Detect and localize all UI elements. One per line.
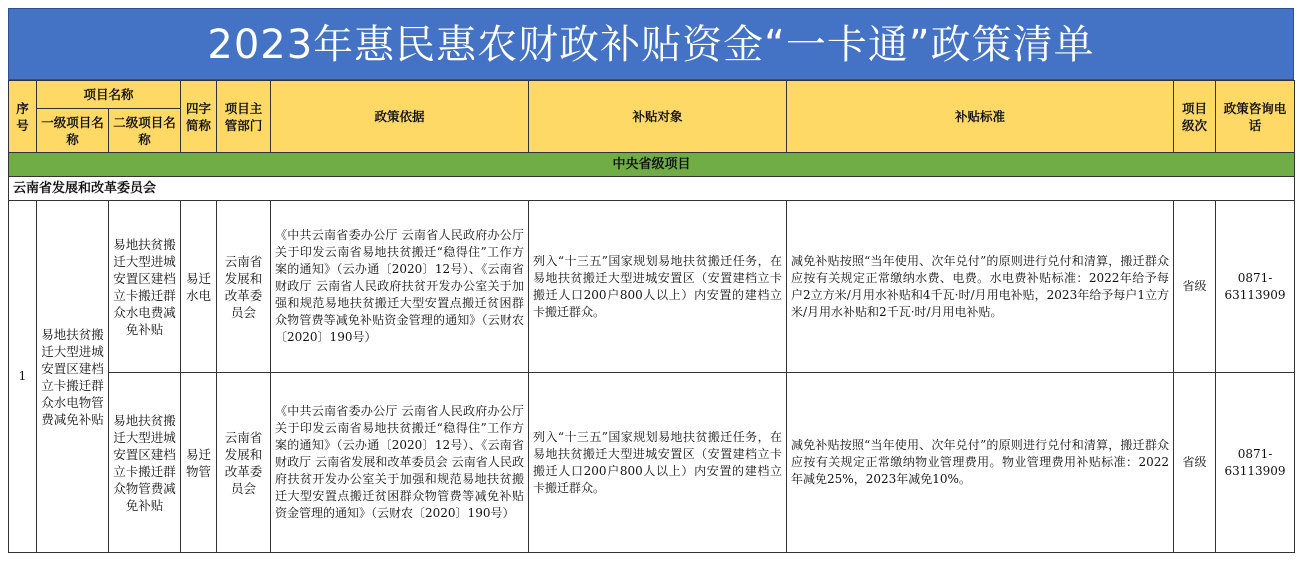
- row-level1-name: 易地扶贫搬迁大型进城安置区建档立卡搬迁群众水电物管费减免补贴: [37, 201, 109, 553]
- header-phone: 政策咨询电话: [1216, 81, 1295, 153]
- header-project-name: 项目名称: [37, 81, 181, 109]
- row-department: 云南省发展和改革委员会: [217, 201, 271, 373]
- header-level: 项目级次: [1174, 81, 1216, 153]
- row-short-name: 易迁水电: [181, 201, 217, 373]
- row-policy-basis: 《中共云南省委办公厅 云南省人民政府办公厅关于印发云南省易地扶贫搬迁“稳得住”工作方案的通知》（云办通〔2020〕12号）、《云南省财政厅 云南省人民政府扶贫开发办公室关于加强和规范易地扶贫搬迁大型安置点搬迁贫困群众物管费等减免补贴资金管理的通知》（云财农〔2020〕190号）: [271, 201, 529, 373]
- table-row: [9, 201, 1295, 373]
- header-short-name: 四字简称: [181, 81, 217, 153]
- header-standard: 补贴标准: [787, 81, 1174, 153]
- row-level: 省级: [1174, 373, 1216, 553]
- section-row: [9, 153, 1295, 177]
- row-level2-name: 易地扶贫搬迁大型进城安置区建档立卡搬迁群众物管费减免补贴: [109, 373, 181, 553]
- table-row: [9, 373, 1295, 553]
- department-group-label: 云南省发展和改革委员会: [9, 177, 1295, 201]
- row-seq: 1: [9, 201, 37, 553]
- policy-table: [8, 80, 1295, 553]
- row-standard: 减免补贴按照“当年使用、次年兑付”的原则进行兑付和清算，搬迁群众应按有关规定正常缴纳水费、电费。水电费补贴标准：2022年给予每户2立方米/月用水补贴和4千瓦·时/月用电补贴，2023年给予每户1立方米/月用水补贴和2千瓦·时/月用电补贴。: [787, 201, 1174, 373]
- row-policy-basis: 《中共云南省委办公厅 云南省人民政府办公厅关于印发云南省易地扶贫搬迁“稳得住”工作方案的通知》（云办通〔2020〕12号）、《云南省财政厅 云南省发展和改革委员会 云南省人民政府扶贫开发办公室关于加强和规范易地扶贫搬迁大型安置点搬迁贫困群众物管费等减免补贴资金管理的通知》（云财农〔2020〕190号）: [271, 373, 529, 553]
- row-level2-name: 易地扶贫搬迁大型进城安置区建档立卡搬迁群众水电费减免补贴: [109, 201, 181, 373]
- row-phone: 0871-63113909: [1216, 201, 1295, 373]
- header-policy-basis: 政策依据: [271, 81, 529, 153]
- row-phone: 0871-63113909: [1216, 373, 1295, 553]
- header-seq: 序号: [9, 81, 37, 153]
- header-row-1: [9, 81, 1295, 109]
- row-level: 省级: [1174, 201, 1216, 373]
- header-department: 项目主管部门: [217, 81, 271, 153]
- section-label: 中央省级项目: [9, 153, 1295, 177]
- row-target: 列入“十三五”国家规划易地扶贫搬迁任务，在易地扶贫搬迁大型进城安置区（安置建档立卡搬迁人口200户800人以上）内安置的建档立卡搬迁群众。: [529, 373, 787, 553]
- row-department: 云南省发展和改革委员会: [217, 373, 271, 553]
- row-standard: 减免补贴按照“当年使用、次年兑付”的原则进行兑付和清算，搬迁群众应按有关规定正常缴纳物业管理费用。物业管理费用补贴标准：2022年减免25%，2023年减免10%。: [787, 373, 1174, 553]
- document-title: 2023年惠民惠农财政补贴资金“一卡通”政策清单: [8, 8, 1294, 80]
- row-target: 列入“十三五”国家规划易地扶贫搬迁任务，在易地扶贫搬迁大型进城安置区（安置建档立卡搬迁人口200户800人以上）内安置的建档立卡搬迁群众。: [529, 201, 787, 373]
- header-level1-name: 一级项目名称: [37, 109, 109, 153]
- row-short-name: 易迁物管: [181, 373, 217, 553]
- department-group-row: [9, 177, 1295, 201]
- header-target: 补贴对象: [529, 81, 787, 153]
- header-level2-name: 二级项目名称: [109, 109, 181, 153]
